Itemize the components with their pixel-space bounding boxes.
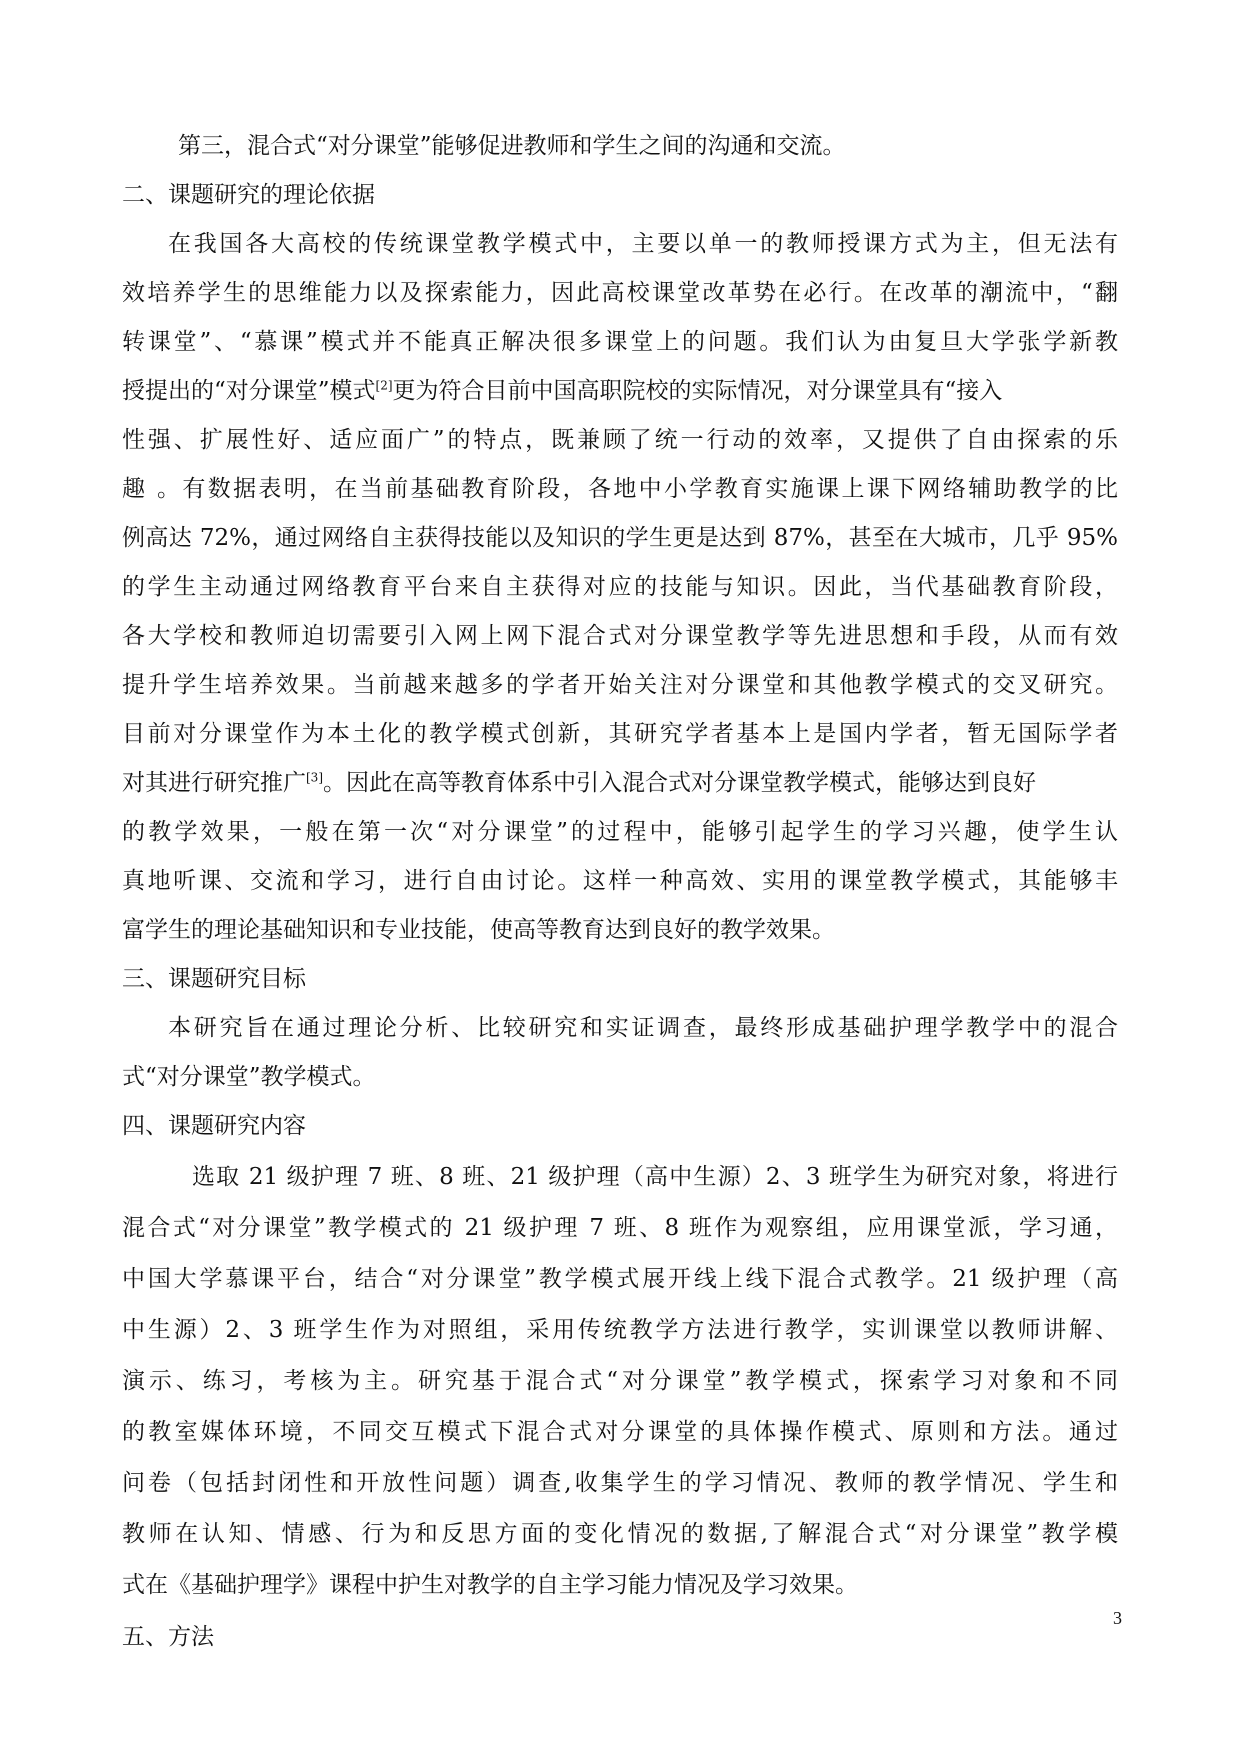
paragraph-line: 的教室媒体环境，不同交互模式下混合式对分课堂的具体操作模式、原则和方法。通过 <box>122 1419 1118 1445</box>
paragraph-line: 中国大学慕课平台，结合“对分课堂”教学模式展开线上线下混合式教学。21 级护理（高 <box>122 1266 1118 1292</box>
paragraph-line: 式“对分课堂”教学模式。 <box>122 1064 376 1090</box>
paragraph-line-with-citation <box>122 376 1118 406</box>
paragraph-line: 转课堂”、“慕课”模式并不能真正解决很多课堂上的问题。我们认为由复旦大学张学新教 <box>122 329 1118 355</box>
paragraph-line: 式在《基础护理学》课程中护生对教学的自主学习能力情况及学习效果。 <box>122 1572 858 1598</box>
paragraph-line: 在我国各大高校的传统课堂教学模式中，主要以单一的教师授课方式为主，但无法有 <box>168 231 1118 257</box>
paragraph-line: 富学生的理论基础知识和专业技能，使高等教育达到良好的教学效果。 <box>122 917 835 943</box>
paragraph-line: 问卷（包括封闭性和开放性问题）调查,收集学生的学习情况、教师的教学情况、学生和 <box>122 1470 1118 1496</box>
section-heading: 二、课题研究的理论依据 <box>122 182 375 208</box>
paragraph-line: 目前对分课堂作为本土化的教学模式创新，其研究学者基本上是国内学者，暂无国际学者 <box>122 721 1118 747</box>
paragraph-line: 效培养学生的思维能力以及探索能力，因此高校课堂改革势在必行。在改革的潮流中，“翻 <box>122 280 1118 306</box>
citation-ref: [2] <box>375 378 393 393</box>
paragraph-line: 混合式“对分课堂”教学模式的 21 级护理 7 班、8 班作为观察组，应用课堂派，学习通， <box>122 1215 1118 1241</box>
citation-ref: [3] <box>306 770 323 785</box>
section-heading: 四、课题研究内容 <box>122 1113 306 1139</box>
paragraph-line: 选取 21 级护理 7 班、8 班、21 级护理（高中生源）2、3 班学生为研究对象，将进行 <box>192 1164 1118 1190</box>
paragraph-line: 真地听课、交流和学习，进行自由讨论。这样一种高效、实用的课堂教学模式，其能够丰 <box>122 868 1118 894</box>
text-segment: 更为符合目前中国高职院校的实际情况，对分课堂具有“接入 <box>392 378 1003 404</box>
paragraph-line: 的教学效果，一般在第一次“对分课堂”的过程中，能够引起学生的学习兴趣，使学生认 <box>122 819 1118 845</box>
section-heading: 五、方法 <box>122 1624 214 1650</box>
paragraph-line: 教师在认知、情感、行为和反思方面的变化情况的数据,了解混合式“对分课堂”教学模 <box>122 1521 1118 1547</box>
paragraph-line: 趣 。有数据表明，在当前基础教育阶段，各地中小学教育实施课上课下网络辅助教学的比 <box>122 476 1118 502</box>
paragraph-line-with-citation <box>122 768 1118 798</box>
page-number: 3 <box>1113 1608 1122 1628</box>
paragraph-line: 第三，混合式“对分课堂”能够促进教师和学生之间的沟通和交流。 <box>178 133 846 159</box>
paragraph-line: 本研究旨在通过理论分析、比较研究和实证调查，最终形成基础护理学教学中的混合 <box>168 1015 1118 1041</box>
paragraph-line: 提升学生培养效果。当前越来越多的学者开始关注对分课堂和其他教学模式的交叉研究。 <box>122 672 1118 698</box>
paragraph-line: 中生源）2、3 班学生作为对照组，采用传统教学方法进行教学，实训课堂以教师讲解、 <box>122 1317 1118 1343</box>
paragraph-line: 演示、练习，考核为主。研究基于混合式“对分课堂”教学模式，探索学习对象和不同 <box>122 1368 1118 1394</box>
paragraph-line: 各大学校和教师迫切需要引入网上网下混合式对分课堂教学等先进思想和手段，从而有效 <box>122 623 1118 649</box>
text-segment: 授提出的“对分课堂”模式 <box>122 378 376 404</box>
text-segment: 对其进行研究推广 <box>122 770 306 796</box>
paragraph-line: 的学生主动通过网络教育平台来自主获得对应的技能与知识。因此，当代基础教育阶段， <box>122 574 1118 600</box>
text-segment: 。因此在高等教育体系中引入混合式对分课堂教学模式，能够达到良好 <box>323 770 1036 796</box>
section-heading: 三、课题研究目标 <box>122 966 306 992</box>
paragraph-line: 性强、扩展性好、适应面广”的特点，既兼顾了统一行动的效率，又提供了自由探索的乐 <box>122 427 1118 453</box>
paragraph-line: 例高达 72%，通过网络自主获得技能以及知识的学生更是达到 87%，甚至在大城市，几乎 95% <box>122 525 1118 551</box>
